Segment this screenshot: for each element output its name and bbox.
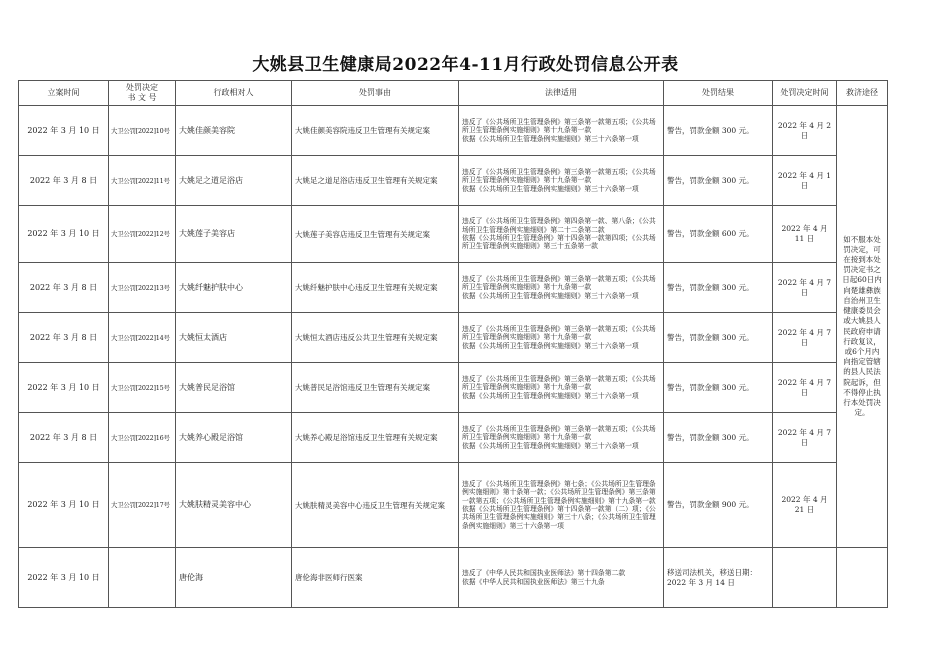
decision-number-cell: 大卫公罚[2022]12号 — [109, 206, 176, 263]
table-row — [19, 363, 888, 413]
filing-date-cell: 2022 年 3 月 10 日 — [19, 548, 109, 608]
result-cell: 警告，罚款金额 300 元。 — [664, 313, 773, 363]
remedy-cell: 如不服本处罚决定，可在接到本处罚决定书之日起60日内向楚雄彝族自治州卫生健康委员会或大姚县人民政府申请行政复议，或6个月内向指定管辖的县人民法院起诉，但不得停止执行本处罚决定。 — [837, 106, 888, 548]
filing-date-cell: 2022 年 3 月 8 日 — [19, 263, 109, 313]
table-row — [19, 313, 888, 363]
decision-date-cell: 2022 年 4 月 21 日 — [773, 463, 837, 548]
filing-date-cell: 2022 年 3 月 10 日 — [19, 463, 109, 548]
decision-date-cell: 2022 年 4 月 7 日 — [773, 313, 837, 363]
table-row — [19, 263, 888, 313]
reason-cell: 大姚普民足浴馆违反卫生管理有关规定案 — [292, 363, 459, 413]
reason-cell: 大姚恒太酒店违反公共卫生管理有关规定案 — [292, 313, 459, 363]
result-cell: 移送司法机关，移送日期：2022 年 3 月 14 日 — [664, 548, 773, 608]
filing-date-cell: 2022 年 3 月 8 日 — [19, 413, 109, 463]
decision-date-cell: 2022 年 4 月 1 日 — [773, 156, 837, 206]
result-cell: 警告，罚款金额 600 元。 — [664, 206, 773, 263]
result-cell: 警告，罚款金额 900 元。 — [664, 463, 773, 548]
remedy-cell-empty — [837, 548, 888, 608]
reason-cell: 大姚足之道足浴店违反卫生管理有关规定案 — [292, 156, 459, 206]
reason-cell: 唐伦海非医师行医案 — [292, 548, 459, 608]
law-cell: 违反了《公共场所卫生管理条例》第三条第一款第五项；《公共场所卫生管理条例实施细则》第十九条第一款 依据《公共场所卫生管理条例实施细则》第三十六条第一项 — [459, 413, 664, 463]
decision-date-cell: 2022 年 4 月 7 日 — [773, 363, 837, 413]
filing-date-cell: 2022 年 3 月 10 日 — [19, 363, 109, 413]
party-cell: 唐伦海 — [176, 548, 292, 608]
decision-number-cell: 大卫公罚[2022]10号 — [109, 106, 176, 156]
decision-date-cell: 2022 年 4 月 7 日 — [773, 263, 837, 313]
header-remedy: 救济途径 — [837, 81, 888, 106]
table-row — [19, 106, 888, 156]
decision-date-cell: 2022 年 4 月 2 日 — [773, 106, 837, 156]
filing-date-cell: 2022 年 3 月 8 日 — [19, 313, 109, 363]
decision-number-cell — [109, 548, 176, 608]
decision-date-cell: 2022 年 4 月 11 日 — [773, 206, 837, 263]
reason-cell: 大姚肤精灵美容中心违反卫生管理有关规定案 — [292, 463, 459, 548]
decision-number-cell: 大卫公罚[2022]15号 — [109, 363, 176, 413]
result-cell: 警告，罚款金额 300 元。 — [664, 156, 773, 206]
header-decision-number — [109, 81, 176, 106]
law-cell: 违反了《公共场所卫生管理条例》第三条第一款第五项；《公共场所卫生管理条例实施细则》第十九条第一款 依据《公共场所卫生管理条例实施细则》第三十六条第一项 — [459, 313, 664, 363]
filing-date-cell: 2022 年 3 月 10 日 — [19, 106, 109, 156]
table-header-row — [19, 81, 888, 106]
decision-date-cell: 2022 年 4 月 7 日 — [773, 413, 837, 463]
decision-number-cell: 大卫公罚[2022]13号 — [109, 263, 176, 313]
header-decision-number-line2: 书 文 号 — [127, 93, 157, 102]
law-cell: 违反了《公共场所卫生管理条例》第三条第一款第五项；《公共场所卫生管理条例实施细则》第十九条第一款 依据《公共场所卫生管理条例实施细则》第三十六条第一项 — [459, 106, 664, 156]
party-cell: 大姚肤精灵美容中心 — [176, 463, 292, 548]
law-cell: 违反了《公共场所卫生管理条例》第三条第一款第五项；《公共场所卫生管理条例实施细则》第十九条第一款 依据《公共场所卫生管理条例实施细则》第三十六条第一项 — [459, 363, 664, 413]
table-row — [19, 548, 888, 608]
reason-cell: 大姚莲子美容店违反卫生管理有关规定案 — [292, 206, 459, 263]
reason-cell: 大姚养心殿足浴馆违反卫生管理有关规定案 — [292, 413, 459, 463]
header-reason: 处罚事由 — [292, 81, 459, 106]
header-filing-date: 立案时间 — [19, 81, 109, 106]
party-cell: 大姚足之道足浴店 — [176, 156, 292, 206]
reason-cell: 大姚纤魅护肤中心违反卫生管理有关规定案 — [292, 263, 459, 313]
decision-number-cell: 大卫公罚[2022]11号 — [109, 156, 176, 206]
reason-cell: 大姚佳颜美容院违反卫生管理有关规定案 — [292, 106, 459, 156]
header-decision-number-line1: 处罚决定 — [126, 83, 158, 92]
decision-number-cell: 大卫公罚[2022]17号 — [109, 463, 176, 548]
table-row — [19, 413, 888, 463]
decision-date-cell — [773, 548, 837, 608]
header-decision-date: 处罚决定时间 — [773, 81, 837, 106]
table-row — [19, 156, 888, 206]
result-cell: 警告，罚款金额 300 元。 — [664, 363, 773, 413]
table-row — [19, 206, 888, 263]
header-result: 处罚结果 — [664, 81, 773, 106]
party-cell: 大姚养心殿足浴馆 — [176, 413, 292, 463]
party-cell: 大姚恒太酒店 — [176, 313, 292, 363]
law-cell: 违反了《公共场所卫生管理条例》第三条第一款第五项；《公共场所卫生管理条例实施细则》第十九条第一款 依据《公共场所卫生管理条例实施细则》第三十六条第一项 — [459, 263, 664, 313]
header-party: 行政相对人 — [176, 81, 292, 106]
law-cell: 违反了《公共场所卫生管理条例》第三条第一款第五项；《公共场所卫生管理条例实施细则》第十九条第一款 依据《公共场所卫生管理条例实施细则》第三十六条第一项 — [459, 156, 664, 206]
party-cell: 大姚莲子美容店 — [176, 206, 292, 263]
penalty-table — [18, 80, 888, 608]
result-cell: 警告，罚款金额 300 元。 — [664, 106, 773, 156]
law-cell: 违反了《公共场所卫生管理条例》第四条第一款、第八条；《公共场所卫生管理条例实施细则》第二十二条第二款 依据《公共场所卫生管理条例》第十四条第一款第四项；《公共场所卫生管理条例实施细则》第三十五条第一款 — [459, 206, 664, 263]
result-cell: 警告，罚款金额 300 元。 — [664, 413, 773, 463]
party-cell: 大姚纤魅护肤中心 — [176, 263, 292, 313]
result-cell: 警告，罚款金额 300 元。 — [664, 263, 773, 313]
party-cell: 大姚普民足浴馆 — [176, 363, 292, 413]
law-cell: 违反了《公共场所卫生管理条例》第七条；《公共场所卫生管理条例实施细则》第十条第一款；《公共场所卫生管理条例》第三条第一款第五项；《公共场所卫生管理条例实施细则》第十九条第一款 依据《公共场所卫生管理条例》第十四条第一款第（二）项；《公共场所卫生管理条例实施细则》第三十八条；《公共场所卫生管理条例实施细则》第三十六条第一项 — [459, 463, 664, 548]
header-law: 法律适用 — [459, 81, 664, 106]
law-cell: 违反了《中华人民共和国执业医师法》第十四条第二款 依据《中华人民共和国执业医师法》第三十九条 — [459, 548, 664, 608]
decision-number-cell: 大卫公罚[2022]16号 — [109, 413, 176, 463]
filing-date-cell: 2022 年 3 月 8 日 — [19, 156, 109, 206]
table-row — [19, 463, 888, 548]
page-title: 大姚县卫生健康局2022年4-11月行政处罚信息公开表 — [252, 55, 679, 75]
filing-date-cell: 2022 年 3 月 10 日 — [19, 206, 109, 263]
party-cell: 大姚佳颜美容院 — [176, 106, 292, 156]
decision-number-cell: 大卫公罚[2022]14号 — [109, 313, 176, 363]
